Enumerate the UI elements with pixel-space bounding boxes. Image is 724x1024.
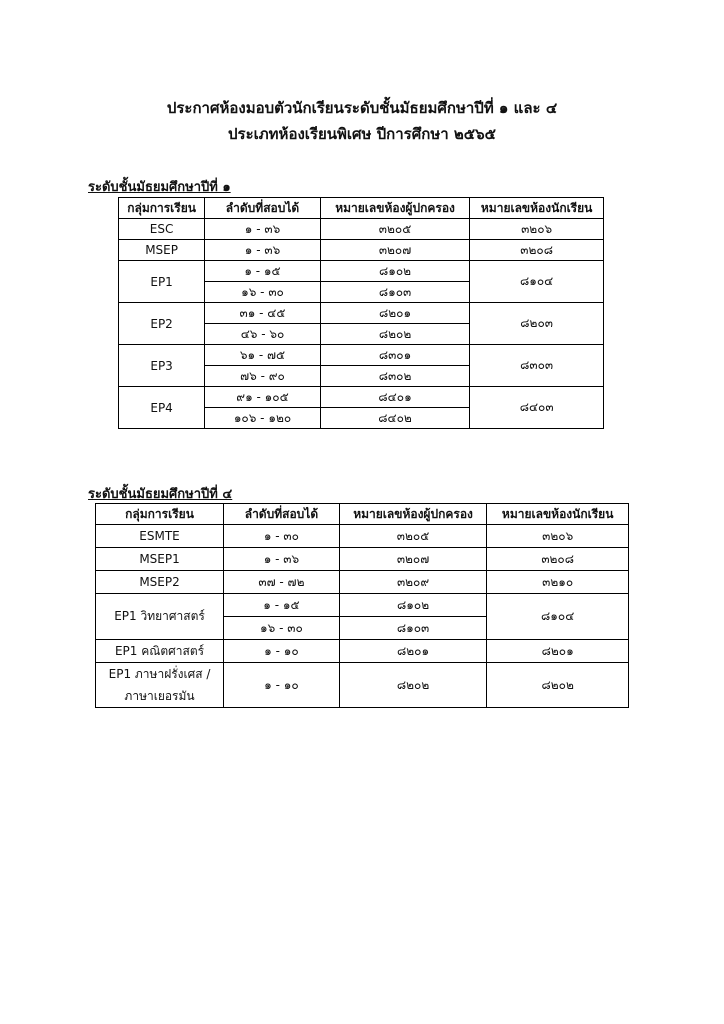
rank-cell: ๙๑ - ๑๐๕ (205, 387, 321, 408)
group-cell: EP1 ภาษาฝรั่งเศส / ภาษาเยอรมัน (96, 663, 224, 708)
student-room-cell: ๓๒๐๘ (487, 548, 629, 571)
group-cell: EP3 (119, 345, 205, 387)
group-cell: EP1 วิทยาศาสตร์ (96, 594, 224, 640)
rank-cell: ๓๑ - ๔๕ (205, 303, 321, 324)
group-cell: MSEP1 (96, 548, 224, 571)
table-row (119, 240, 604, 261)
group-cell: MSEP2 (96, 571, 224, 594)
section-heading-m1: ระดับชั้นมัธยมศึกษาปีที่ ๑ (88, 180, 231, 195)
parent-room-cell: ๓๒๐๗ (320, 240, 469, 261)
table-row (96, 640, 629, 663)
header-row (119, 198, 604, 219)
rank-cell: ๑ - ๓๖ (205, 240, 321, 261)
group-cell: ESMTE (96, 525, 224, 548)
table-row (96, 663, 629, 708)
student-room-cell: ๘๒๐๓ (470, 303, 604, 345)
table-row (96, 525, 629, 548)
rank-cell: ๖๑ - ๗๕ (205, 345, 321, 366)
student-room-cell: ๘๑๐๔ (487, 594, 629, 640)
group-cell: ESC (119, 219, 205, 240)
parent-room-cell: ๘๔๐๒ (320, 408, 469, 429)
table-row (96, 571, 629, 594)
group-cell: EP1 คณิตศาสตร์ (96, 640, 224, 663)
parent-room-cell: ๘๒๐๒ (320, 324, 469, 345)
rank-cell: ๑ - ๓๐ (224, 525, 340, 548)
column-header: กลุ่มการเรียน (119, 198, 205, 219)
column-header: หมายเลขห้องผู้ปกครอง (339, 504, 487, 525)
table-row (119, 303, 604, 324)
parent-room-cell: ๓๒๐๕ (320, 219, 469, 240)
student-room-cell: ๓๒๑๐ (487, 571, 629, 594)
rank-cell: ๔๖ - ๖๐ (205, 324, 321, 345)
section-heading-m4: ระดับชั้นมัธยมศึกษาปีที่ ๔ (88, 487, 233, 502)
parent-room-cell: ๘๒๐๑ (339, 640, 487, 663)
parent-room-cell: ๘๒๐๒ (339, 663, 487, 708)
rank-cell: ๑ - ๑๕ (205, 261, 321, 282)
parent-room-cell: ๓๒๐๗ (339, 548, 487, 571)
group-cell: EP1 (119, 261, 205, 303)
parent-room-cell: ๘๑๐๓ (339, 617, 487, 640)
student-room-cell: ๘๓๐๓ (470, 345, 604, 387)
table-row (119, 219, 604, 240)
column-header: หมายเลขห้องนักเรียน (487, 504, 629, 525)
rank-cell: ๑๐๖ - ๑๒๐ (205, 408, 321, 429)
group-cell: EP4 (119, 387, 205, 429)
page-title: ประกาศห้องมอบตัวนักเรียนระดับชั้นมัธยมศึกษาปีที่ ๑ และ ๔ (166, 99, 558, 117)
group-cell: MSEP (119, 240, 205, 261)
parent-room-cell: ๘๔๐๑ (320, 387, 469, 408)
rank-cell: ๑ - ๓๖ (205, 219, 321, 240)
column-header: หมายเลขห้องนักเรียน (470, 198, 604, 219)
parent-room-cell: ๘๒๐๑ (320, 303, 469, 324)
rank-cell: ๓๗ - ๗๒ (224, 571, 340, 594)
table-row (119, 261, 604, 282)
room-table-m1 (118, 197, 604, 429)
table-row (119, 345, 604, 366)
parent-room-cell: ๓๒๐๙ (339, 571, 487, 594)
parent-room-cell: ๘๓๐๒ (320, 366, 469, 387)
parent-room-cell: ๘๑๐๒ (339, 594, 487, 617)
student-room-cell: ๓๒๐๖ (470, 219, 604, 240)
column-header: ลำดับที่สอบได้ (224, 504, 340, 525)
parent-room-cell: ๘๑๐๓ (320, 282, 469, 303)
parent-room-cell: ๘๓๐๑ (320, 345, 469, 366)
column-header: หมายเลขห้องผู้ปกครอง (320, 198, 469, 219)
table-row (96, 548, 629, 571)
table-row (119, 387, 604, 408)
table-row (96, 594, 629, 617)
rank-cell: ๗๖ - ๙๐ (205, 366, 321, 387)
room-table-m4 (95, 503, 629, 708)
rank-cell: ๑ - ๑๐ (224, 640, 340, 663)
page-subtitle: ประเภทห้องเรียนพิเศษ ปีการศึกษา ๒๕๖๕ (228, 125, 496, 143)
rank-cell: ๑ - ๓๖ (224, 548, 340, 571)
rank-cell: ๑๖ - ๓๐ (205, 282, 321, 303)
column-header: ลำดับที่สอบได้ (205, 198, 321, 219)
column-header: กลุ่มการเรียน (96, 504, 224, 525)
parent-room-cell: ๘๑๐๒ (320, 261, 469, 282)
header-row (96, 504, 629, 525)
student-room-cell: ๓๒๐๘ (470, 240, 604, 261)
group-cell: EP2 (119, 303, 205, 345)
rank-cell: ๑ - ๑๐ (224, 663, 340, 708)
student-room-cell: ๘๔๐๓ (470, 387, 604, 429)
rank-cell: ๑๖ - ๓๐ (224, 617, 340, 640)
rank-cell: ๑ - ๑๕ (224, 594, 340, 617)
parent-room-cell: ๓๒๐๕ (339, 525, 487, 548)
student-room-cell: ๓๒๐๖ (487, 525, 629, 548)
student-room-cell: ๘๒๐๑ (487, 640, 629, 663)
student-room-cell: ๘๒๐๒ (487, 663, 629, 708)
student-room-cell: ๘๑๐๔ (470, 261, 604, 303)
